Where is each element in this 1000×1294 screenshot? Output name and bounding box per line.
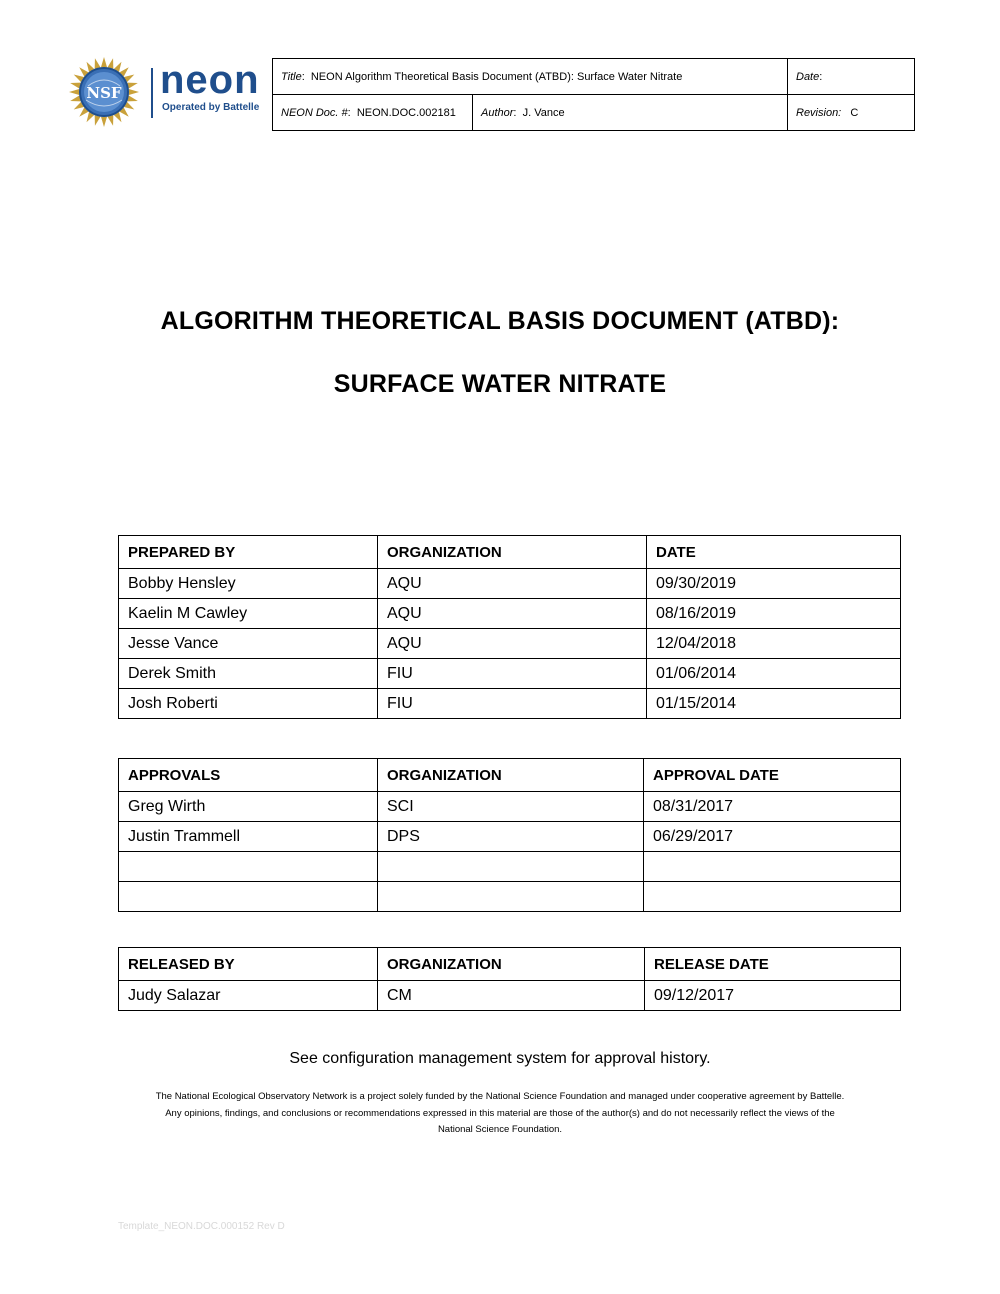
header-title-label: Title bbox=[281, 70, 302, 83]
table-header-row bbox=[119, 536, 901, 569]
header-revision-label: Revision: bbox=[796, 106, 842, 119]
header-author-label: Author bbox=[481, 106, 514, 119]
preparer-date: 08/16/2019 bbox=[647, 599, 901, 629]
config-management-note: See configuration management system for approval history. bbox=[289, 1050, 711, 1067]
approver-org: SCI bbox=[378, 792, 644, 822]
preparer-org: AQU bbox=[378, 599, 647, 629]
preparer-org: FIU bbox=[378, 689, 647, 719]
neon-wordmark: neon bbox=[160, 58, 260, 102]
table-row bbox=[119, 882, 901, 912]
logo-divider bbox=[151, 68, 153, 118]
approval-date: 06/29/2017 bbox=[644, 822, 901, 852]
prepared-by-table bbox=[118, 535, 901, 719]
releaser-name: Judy Salazar bbox=[119, 981, 378, 1011]
seal-ray bbox=[69, 89, 79, 95]
neon-logo bbox=[68, 56, 268, 128]
seal-ray bbox=[95, 58, 101, 69]
seal-ray bbox=[101, 117, 107, 127]
preparer-org: AQU bbox=[378, 629, 647, 659]
disclaimer bbox=[110, 1089, 890, 1139]
approvals-table bbox=[118, 758, 901, 912]
seal-ray bbox=[70, 83, 81, 89]
seal-ray bbox=[70, 96, 81, 102]
approval-date bbox=[644, 882, 901, 912]
document-title-line2: SURFACE WATER NITRATE bbox=[333, 370, 667, 398]
table-row bbox=[119, 689, 901, 719]
approver-name bbox=[119, 852, 378, 882]
column-header: PREPARED BY bbox=[119, 536, 378, 569]
seal-ray bbox=[108, 58, 114, 69]
approver-name: Justin Trammell bbox=[119, 822, 378, 852]
table-row bbox=[119, 792, 901, 822]
table-row bbox=[119, 629, 901, 659]
approver-org: DPS bbox=[378, 822, 644, 852]
table-header-row bbox=[119, 759, 901, 792]
table-row bbox=[119, 599, 901, 629]
approval-date: 08/31/2017 bbox=[644, 792, 901, 822]
header-date-label: Date bbox=[796, 70, 820, 83]
header-revision-value: C bbox=[850, 106, 859, 119]
seal-ray bbox=[127, 83, 138, 89]
disclaimer-line: The National Ecological Observatory Network is a project solely funded by the National Science Foundation and managed under cooperative agreement by Battelle. bbox=[155, 1091, 845, 1102]
releaser-org: CM bbox=[378, 981, 645, 1011]
nsf-seal-icon bbox=[68, 56, 140, 128]
approver-name: Greg Wirth bbox=[119, 792, 378, 822]
preparer-date: 01/15/2014 bbox=[647, 689, 901, 719]
preparer-name: Jesse Vance bbox=[119, 629, 378, 659]
release-date: 09/12/2017 bbox=[645, 981, 901, 1011]
table-row bbox=[119, 822, 901, 852]
seal-ray bbox=[108, 115, 114, 126]
preparer-date: 01/06/2014 bbox=[647, 659, 901, 689]
table-row bbox=[119, 659, 901, 689]
table-row bbox=[119, 569, 901, 599]
column-header: ORGANIZATION bbox=[378, 536, 647, 569]
header-date-cell: Date: bbox=[788, 59, 915, 95]
document-header-table bbox=[272, 58, 915, 131]
neon-operated-by: Operated by Battelle bbox=[162, 102, 260, 113]
released-by-table bbox=[118, 947, 901, 1011]
preparer-date: 09/30/2019 bbox=[647, 569, 901, 599]
table-header-row bbox=[119, 948, 901, 981]
table-row bbox=[119, 852, 901, 882]
column-header: RELEASED BY bbox=[119, 948, 378, 981]
seal-ray bbox=[127, 96, 138, 102]
header-author-cell: Author: J. Vance bbox=[473, 95, 788, 131]
preparer-date: 12/04/2018 bbox=[647, 629, 901, 659]
column-header: APPROVALS bbox=[119, 759, 378, 792]
header-author-value: J. Vance bbox=[522, 106, 565, 119]
svg-text:NSF: NSF bbox=[86, 84, 122, 102]
seal-ray bbox=[95, 115, 101, 126]
approver-org bbox=[378, 852, 644, 882]
seal-ray bbox=[129, 89, 139, 95]
preparer-name: Kaelin M Cawley bbox=[119, 599, 378, 629]
column-header: ORGANIZATION bbox=[378, 759, 644, 792]
template-footer: Template_NEON.DOC.000152 Rev D bbox=[118, 1221, 285, 1232]
column-header: RELEASE DATE bbox=[645, 948, 901, 981]
approval-date bbox=[644, 852, 901, 882]
document-title-line1: ALGORITHM THEORETICAL BASIS DOCUMENT (ATBD): bbox=[160, 307, 840, 335]
preparer-name: Derek Smith bbox=[119, 659, 378, 689]
approver-org bbox=[378, 882, 644, 912]
approver-name bbox=[119, 882, 378, 912]
preparer-name: Bobby Hensley bbox=[119, 569, 378, 599]
header-title-value: NEON Algorithm Theoretical Basis Document (ATBD): Surface Water Nitrate bbox=[310, 70, 683, 83]
header-doc-value: NEON.DOC.002181 bbox=[356, 106, 456, 119]
seal-ray bbox=[101, 57, 107, 67]
column-header: ORGANIZATION bbox=[378, 948, 645, 981]
header-doc-cell: NEON Doc. #: NEON.DOC.002181 bbox=[273, 95, 473, 131]
column-header: DATE bbox=[647, 536, 901, 569]
header-revision-cell bbox=[788, 95, 915, 131]
preparer-name: Josh Roberti bbox=[119, 689, 378, 719]
preparer-org: AQU bbox=[378, 569, 647, 599]
header-title-cell: Title: NEON Algorithm Theoretical Basis Document (ATBD): Surface Water Nitrate bbox=[273, 59, 788, 95]
header-doc-label: NEON Doc. # bbox=[281, 106, 348, 119]
table-row bbox=[119, 981, 901, 1011]
preparer-org: FIU bbox=[378, 659, 647, 689]
disclaimer-line: Any opinions, findings, and conclusions or recommendations expressed in this material are those of the author(s) and do not necessarily reflect the views of the bbox=[165, 1107, 835, 1119]
column-header: APPROVAL DATE bbox=[644, 759, 901, 792]
disclaimer-line: National Science Foundation. bbox=[437, 1124, 563, 1135]
